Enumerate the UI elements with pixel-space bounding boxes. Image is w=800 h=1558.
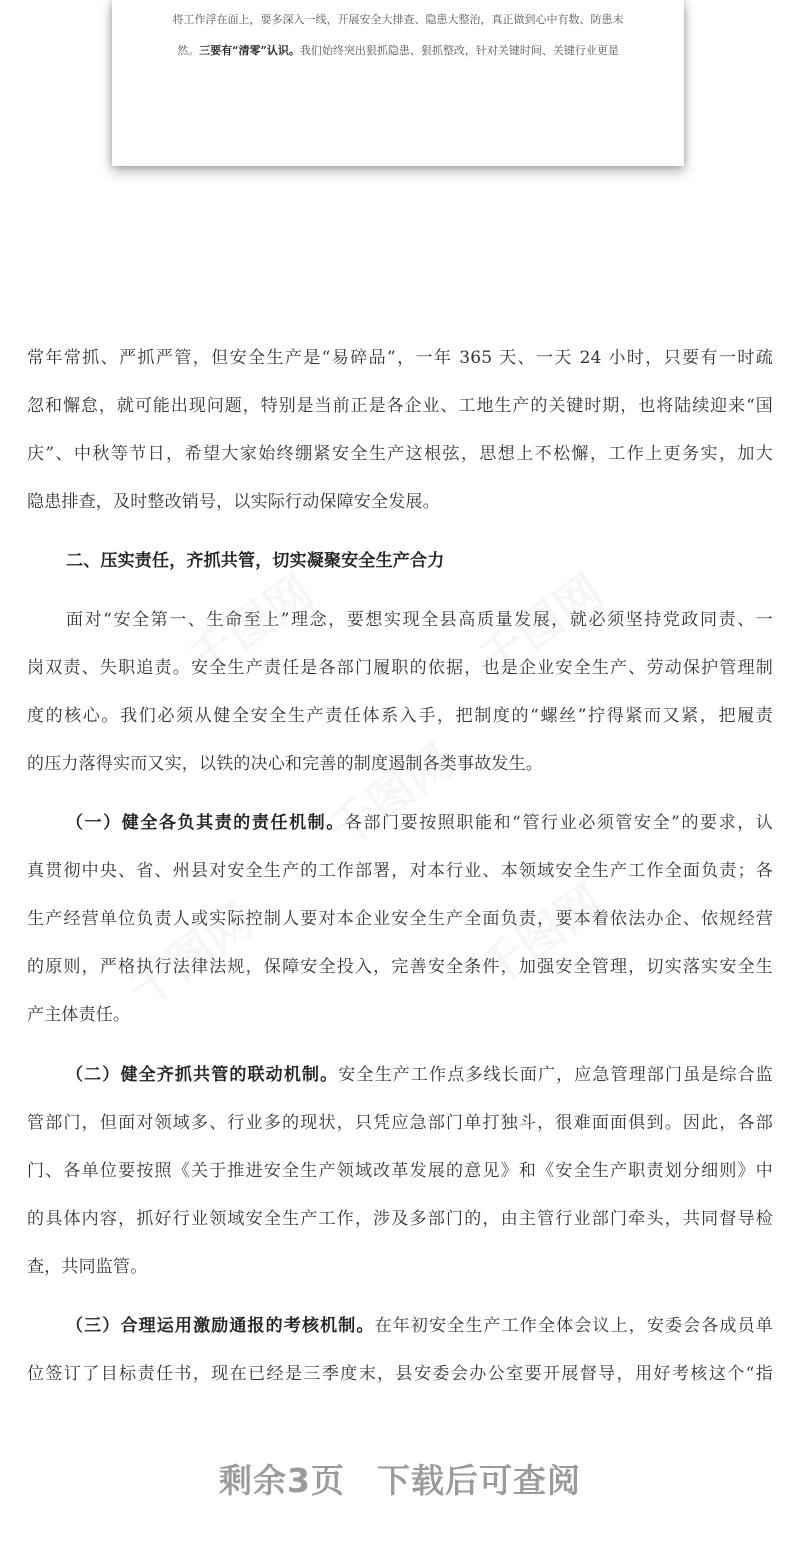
paragraph-line xyxy=(66,1311,773,1341)
remaining-pages-prompt[interactable] xyxy=(0,1455,800,1502)
paragraph-line: 常年常抓、严抓严管，但安全生产是“易碎品”，一年 365 天、一天 24 小时，只要有一时疏 xyxy=(27,348,773,368)
preview-text: 我们始终突出狠抓隐患、狠抓整改，针对关键时间、关键行业更是 xyxy=(299,44,619,57)
download-to-view-label: 下载后可查阅 xyxy=(376,1461,581,1500)
paragraph-line: 的具体内容，抓好行业领域安全生产工作，涉及多部门的，由主管行业部门牵头，共同督导检 xyxy=(27,1209,773,1229)
paragraph-line: 管部门，但面对领域多、行业多的现状，只凭应急部门单打独斗，很难面面俱到。因此，各部 xyxy=(27,1113,773,1133)
paragraph-line: 庆”、中秋等节日，希望大家始终绷紧安全生产这根弦，思想上不松懈，工作上更务实，加大 xyxy=(27,444,773,464)
paragraph-text: 安全生产工作点多线长面广，应急管理部门虽是综合监 xyxy=(338,1065,773,1085)
paragraph-line: 的原则，严格执行法律法规，保障安全投入，完善安全条件，加强安全管理，切实落实安全生 xyxy=(27,957,773,977)
paragraph-text: 各部门要按照职能和“管行业必须管安全”的要求，认 xyxy=(344,813,774,833)
preview-text-line: 将工作浮在面上，要多深入一线，开展安全大排查、隐患大整治，真正做到心中有数、防患未 xyxy=(172,13,624,26)
paragraph-line xyxy=(66,1060,773,1090)
subsection-heading: （一）健全各负其责的责任机制。 xyxy=(66,813,345,833)
paragraph-line xyxy=(66,808,773,838)
paragraph-line: 面对“安全第一、生命至上”理念，要想实现全县高质量发展，就必须坚持党政同责、一 xyxy=(66,610,773,630)
paragraph-line: 度的核心。我们必须从健全安全生产责任体系入手，把制度的“螺丝”拧得紧而又紧，把履责 xyxy=(27,706,773,726)
preview-text-line xyxy=(112,42,684,58)
paragraph-line: 真贯彻中央、省、州县对安全生产的工作部署，对本行业、本领域安全生产工作全面负责；各 xyxy=(27,861,773,881)
remaining-pages-label: 剩余3页 xyxy=(219,1461,345,1500)
preview-bold-text: 三要有“清零”认识。 xyxy=(199,44,300,57)
section-heading: 二、压实责任，齐抓共管，切实凝聚安全生产合力 xyxy=(66,551,445,571)
paragraph-line: 的压力落得实而又实，以铁的决心和完善的制度遏制各类事故发生。 xyxy=(27,754,543,774)
document-preview-card xyxy=(112,0,684,166)
paragraph-line: 忽和懈怠，就可能出现问题，特别是当前正是各企业、工地生产的关键时期，也将陆续迎来“国 xyxy=(27,396,773,416)
paragraph-line: 位签订了目标责任书，现在已经是三季度末，县安委会办公室要开展督导，用好考核这个“指 xyxy=(27,1364,773,1384)
subsection-heading: （二）健全齐抓共管的联动机制。 xyxy=(66,1065,339,1085)
subsection-heading: （三）合理运用激励通报的考核机制。 xyxy=(66,1316,375,1336)
paragraph-line: 查，共同监管。 xyxy=(27,1257,148,1277)
paragraph-line: 岗双责、失职追责。安全生产责任是各部门履职的依据，也是企业安全生产、劳动保护管理制 xyxy=(27,658,773,678)
paragraph-line: 生产经营单位负责人或实际控制人要对本企业安全生产全面负责，要本着依法办企、依规经营 xyxy=(27,909,773,929)
preview-text: 然。 xyxy=(177,44,200,57)
paragraph-line: 隐患排查，及时整改销号，以实际行动保障安全发展。 xyxy=(27,492,440,512)
watermark xyxy=(314,726,465,859)
paragraph-line: 门、各单位要按照《关于推进安全生产领域改革发展的意见》和《安全生产职责划分细则》中 xyxy=(27,1161,773,1181)
paragraph-line: 产主体责任。 xyxy=(27,1005,131,1025)
paragraph-text: 在年初安全生产工作全体会议上，安委会各成员单 xyxy=(374,1316,773,1336)
